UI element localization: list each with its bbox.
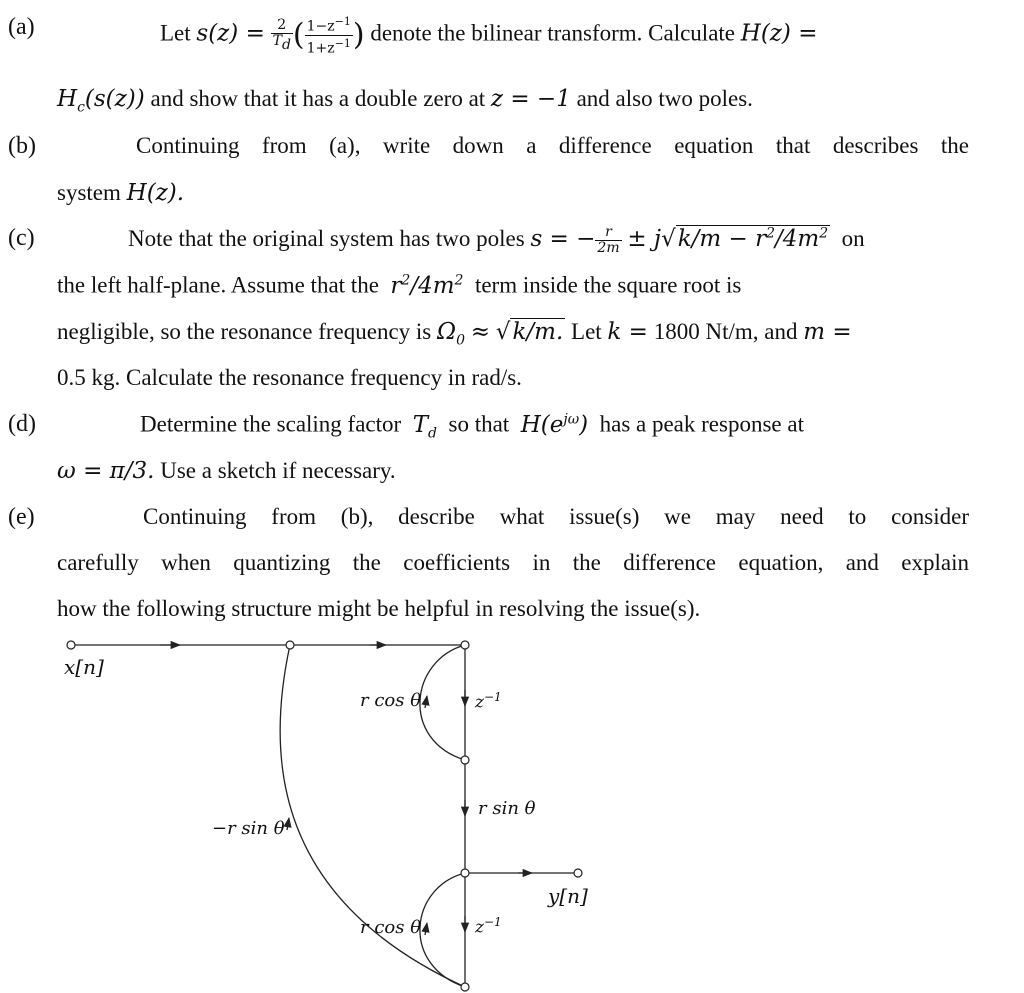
- frac-2-over-td: $\frac{2}{T_d}$: [272, 16, 291, 53]
- node-output: [574, 869, 582, 877]
- rcos-top-branch: [420, 645, 465, 760]
- part-c-line3: negligible, so the resonance frequency is $\Omega_0 \approx √k/m$. Let k = 1800 Nt/m, and m =: [57, 319, 852, 349]
- part-b-line1: Continuing from (a), write down a difference equation that describes the: [136, 133, 969, 158]
- part-d-line2: ω = π/3. Use a sketch if necessary.: [57, 458, 396, 484]
- part-b-label: (b): [8, 133, 36, 159]
- part-e-line1: Continuing from (b), describe what issue(s) we may need to consider: [143, 504, 969, 529]
- part-a-text1: Let: [160, 20, 191, 46]
- part-d-label: (d): [8, 411, 36, 437]
- part-e-line3: how the following structure might be helpful in resolving the issue(s).: [57, 596, 701, 621]
- part-c-line4: 0.5 kg. Calculate the resonance frequency in rad/s.: [57, 365, 522, 390]
- h-of-z: H(z) =: [740, 20, 818, 47]
- part-e-line2: carefully when quantizing the coefficients in the difference equation, and explain: [57, 550, 969, 575]
- part-a-label: (a): [8, 14, 35, 40]
- node-bottom: [461, 983, 469, 991]
- gain-mid-right-label: r sin θ: [478, 798, 536, 819]
- node-split: [286, 641, 294, 649]
- s-of-z: s(z) =: [196, 20, 265, 47]
- part-c-label: (c): [8, 225, 35, 251]
- part-c-line1: Note that the original system has two poles s = − $\frac{r}{2m}$ ± $j√k/m - r^2/4m^2$ on: [128, 224, 865, 256]
- part-b-line2: system H(z).: [57, 180, 185, 206]
- node-mid2: [461, 869, 469, 877]
- gain-mid-left-label: −r sin θ: [212, 818, 285, 839]
- part-d-line1: Determine the scaling factor $T_d$ so that $H(e^{j\omega})$ has a peak response at: [140, 411, 804, 442]
- node-top: [461, 641, 469, 649]
- output-label: y[n]: [548, 884, 588, 908]
- part-e-label: (e): [8, 504, 35, 530]
- frac-bilinear: $\frac{1-z^{-1}}{1+z^{-1}}$: [306, 15, 351, 57]
- input-label: x[n]: [64, 655, 104, 679]
- delay-top-label: $z^{-1}$: [475, 690, 502, 713]
- rcos-bot-branch: [420, 873, 465, 987]
- gain-top-left-label: r cos θ: [360, 690, 422, 711]
- node-mid1: [461, 756, 469, 764]
- delay-bot-label: $z^{-1}$: [475, 915, 502, 938]
- part-c-line2: the left half-plane. Assume that the $r^2/4m^2$ term inside the square root is: [57, 272, 742, 299]
- part-a-text2: denote the bilinear transform. Calculate: [370, 20, 736, 46]
- part-a-line1: Let s(z) = $\frac{2}{T_d}$ ( $\frac{1-z^{-1}}{1+z^{-1}}$ ) denote the bilinear transform. Calculate H(z) =: [160, 15, 818, 57]
- part-a-line2: $H_c(s(z))$ and show that it has a double zero at z = −1 and also two poles.: [57, 86, 753, 116]
- node-input: [67, 641, 75, 649]
- gain-bot-left-label: r cos θ: [360, 917, 422, 938]
